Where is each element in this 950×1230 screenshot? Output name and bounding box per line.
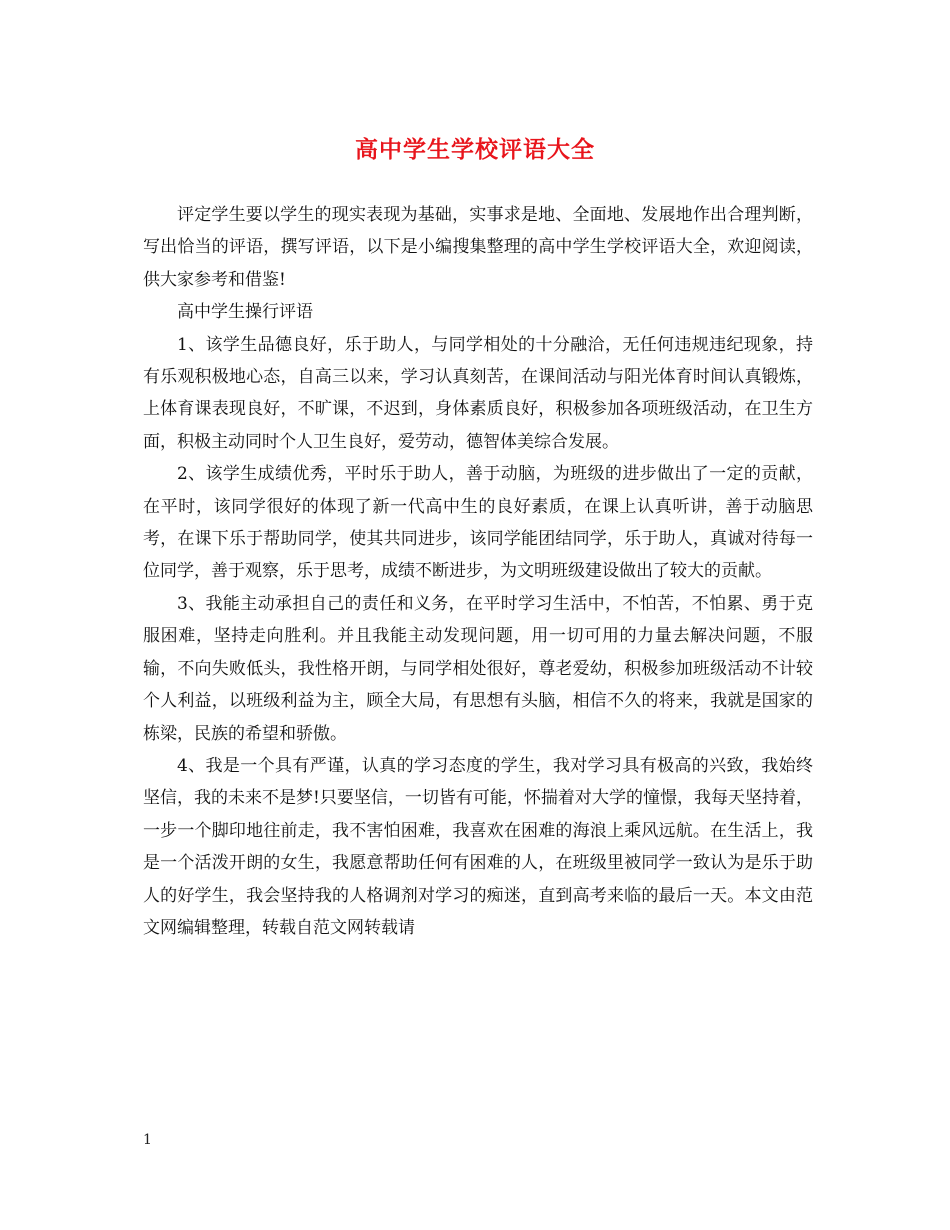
section-heading: 高中学生操行评语 — [177, 302, 313, 323]
page-number: 1 — [143, 1132, 152, 1148]
comment-paragraph-3: 3、我能主动承担自己的责任和义务，在平时学习生活中，不怕苦，不怕累、勇于克服困难，坚持走向胜利。并且我能主动发现问题，用一切可用的力量去解决问题，不服输，不向失败低头，我性格开朗，与同学相处很好，尊老爱幼，积极参加班级活动不计较个人利益，以班级利益为主，顾全大局，有思想有头脑，相信不久的将来，我就是国家的栋梁，民族的希望和骄傲。 — [143, 593, 813, 744]
document-title: 高中学生学校评语大全 — [355, 136, 595, 163]
intro-paragraph: 评定学生要以学生的现实表现为基础，实事求是地、全面地、发展地作出合理判断，写出恰当的评语，撰写评语，以下是小编搜集整理的高中学生学校评语大全，欢迎阅读，供大家参考和借鉴! — [143, 205, 813, 290]
comment-paragraph-4: 4、我是一个具有严谨，认真的学习态度的学生，我对学习具有极高的兴致，我始终坚信，我的未来不是梦!只要坚信，一切皆有可能，怀揣着对大学的憧憬，我每天坚持着，一步一个脚印地往前走，我不害怕困难，我喜欢在困难的海浪上乘风远航。在生活上，我是一个活泼开朗的女生，我愿意帮助任何有困难的人，在班级里被同学一致认为是乐于助人的好学生，我会坚持我的人格调剂对学习的痴迷，直到高考来临的最后一天。本文由范文网编辑整理，转载自范文网转载请 — [143, 755, 813, 938]
comment-paragraph-1: 1、该学生品德良好，乐于助人，与同学相处的十分融洽，无任何违规违纪现象，持有乐观积极地心态，自高三以来，学习认真刻苦，在课间活动与阳光体育时间认真锻炼，上体育课表现良好，不旷课，不迟到，身体素质良好，积极参加各项班级活动，在卫生方面，积极主动同时个人卫生良好，爱劳动，德智体美综合发展。 — [143, 334, 813, 452]
comment-paragraph-2: 2、该学生成绩优秀，平时乐于助人，善于动脑，为班级的进步做出了一定的贡献，在平时，该同学很好的体现了新一代高中生的良好素质，在课上认真听讲，善于动脑思考，在课下乐于帮助同学，使其共同进步，该同学能团结同学，乐于助人，真诚对待每一位同学，善于观察，乐于思考，成绩不断进步，为文明班级建设做出了较大的贡献。 — [143, 464, 813, 582]
document-body — [143, 199, 813, 944]
